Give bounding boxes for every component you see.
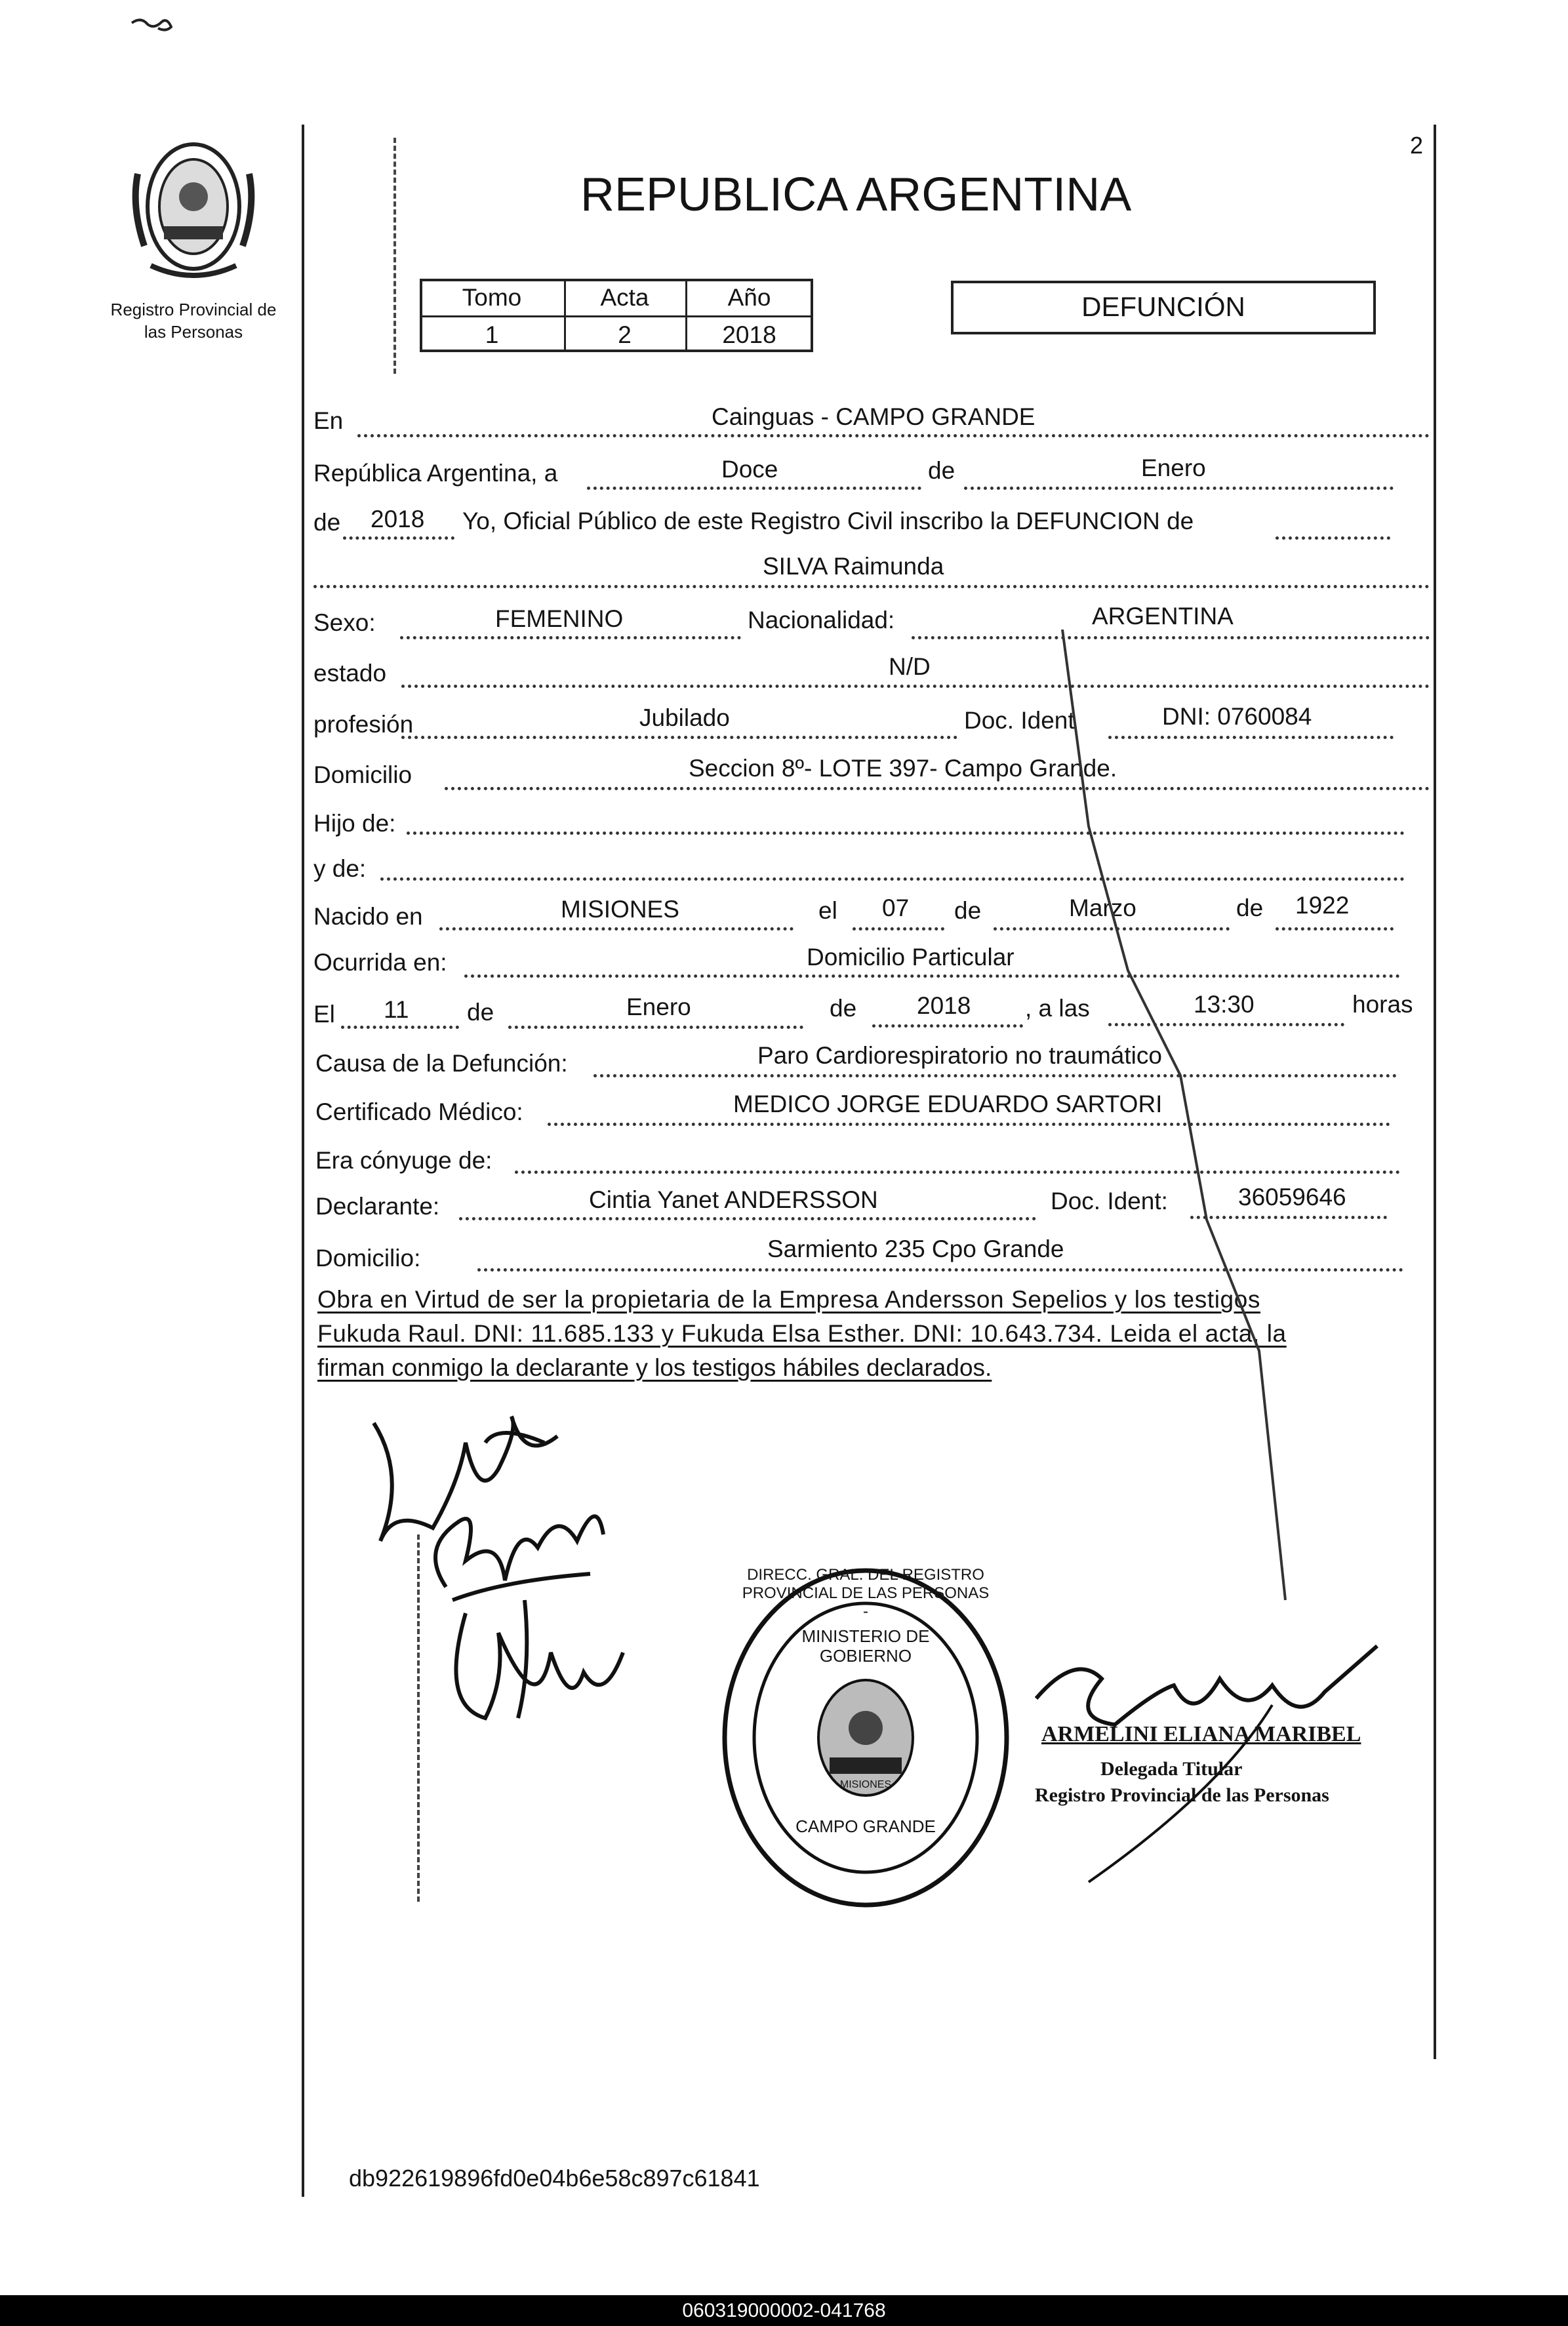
sexo-line: [400, 636, 741, 639]
page-number: 2: [1410, 132, 1424, 159]
domicilio2-label: Domicilio:: [315, 1245, 421, 1272]
death-de-label: de: [467, 999, 494, 1026]
horas-label: horas: [1352, 991, 1413, 1018]
causa-label: Causa de la Defunción:: [315, 1050, 568, 1077]
nacido-value: MISIONES: [561, 896, 679, 923]
death-month-line: [508, 1026, 803, 1029]
official-stamp: [715, 1561, 1016, 1915]
birth-month: Marzo: [1069, 894, 1136, 921]
table-header-tomo: Tomo: [462, 284, 522, 311]
left-margin-rule: [302, 125, 304, 2197]
death-time: 13:30: [1194, 991, 1255, 1018]
el-label: el: [818, 897, 837, 924]
table-value-acta: 2: [618, 321, 632, 348]
causa-value: Paro Cardiorespiratorio no traumático: [757, 1042, 1162, 1069]
certificado-label: Certificado Médico:: [315, 1098, 523, 1125]
death-year: 2018: [917, 992, 971, 1019]
declarante-label: Declarante:: [315, 1193, 440, 1220]
corner-mark-icon: [128, 10, 180, 43]
nacionalidad-value: ARGENTINA: [1092, 603, 1234, 630]
birth-day: 07: [882, 894, 910, 921]
republica-label: República Argentina, a: [313, 460, 558, 487]
page-title: REPUBLICA ARGENTINA: [580, 169, 1132, 221]
death-day: 11: [384, 996, 409, 1023]
witness-signature-2: [426, 1574, 649, 1744]
provincial-logo: [125, 134, 262, 279]
yde-label: y de:: [313, 855, 367, 882]
obra-line-1: Obra en Virtud de ser la propietaria de la Empresa Andersson Sepelios y los testigos: [317, 1286, 1260, 1313]
table-value-ano: 2018: [722, 321, 776, 348]
officer-name: ARMELINI ELIANA MARIBEL: [1041, 1722, 1361, 1746]
hijo-label: Hijo de:: [313, 810, 396, 837]
death-day-line: [341, 1026, 459, 1029]
stamp-emblem-text: MISIONES: [839, 1779, 892, 1790]
coat-of-arms-icon: [125, 134, 262, 279]
doc-ident-label: Doc. Ident: [964, 707, 1075, 734]
document-type: DEFUNCIÓN: [1081, 291, 1245, 322]
inscription-tail-line: [1276, 536, 1390, 540]
cancellation-stroke: [1049, 630, 1312, 1613]
profesion-line: [401, 736, 957, 739]
declarante-line: [459, 1217, 1036, 1220]
nacido-line: [439, 927, 794, 931]
stamp-inner-text: MINISTERIO DE GOBIERNO: [801, 1626, 930, 1666]
ocurrida-label: Ocurrida en:: [313, 949, 447, 976]
sexo-value: FEMENINO: [495, 605, 624, 632]
en-value: Cainguas - CAMPO GRANDE: [712, 403, 1035, 430]
stamp-bottom-text: CAMPO GRANDE: [795, 1816, 936, 1836]
domicilio-label: Domicilio: [313, 761, 412, 788]
en-line: [357, 434, 1430, 437]
table-header-ano: Año: [727, 284, 771, 311]
de-year-label: de: [313, 509, 341, 536]
document-hash: db922619896fd0e04b6e58c897c61841: [349, 2165, 760, 2192]
alas-label: , a las: [1025, 995, 1090, 1022]
birth-de-label: de: [954, 897, 982, 924]
declarante-doc-value: 36059646: [1238, 1184, 1346, 1211]
officer-office: Registro Provincial de las Personas: [1035, 1784, 1329, 1806]
en-label: En: [313, 407, 344, 434]
stamp-ring-text: DIRECC. GRAL. DEL REGISTRO PROVINCIAL DE LAS PERSONAS -: [742, 1566, 990, 1620]
ocurrida-value: Domicilio Particular: [807, 944, 1015, 971]
profesion-value: Jubilado: [639, 704, 730, 731]
table-value-tomo: 1: [485, 321, 499, 348]
profesion-label: profesión: [313, 711, 414, 738]
inner-guide-top: [393, 138, 396, 374]
nacido-label: Nacido en: [313, 903, 423, 930]
year-line: [343, 536, 454, 540]
el-cap-label: El: [313, 1001, 335, 1028]
death-month: Enero: [626, 993, 691, 1020]
death-de2-label: de: [830, 995, 857, 1022]
name-line: [313, 585, 1430, 588]
month-line: [964, 487, 1394, 490]
officer-title: Delegada Titular: [1100, 1758, 1243, 1780]
de-label: de: [928, 457, 955, 484]
month-value: Enero: [1141, 454, 1206, 481]
day-value: Doce: [721, 456, 778, 483]
table-divider-horizontal: [420, 315, 813, 317]
registry-name: Registro Provincial de las Personas: [110, 300, 277, 342]
conyuge-label: Era cónyuge de:: [315, 1147, 493, 1174]
domicilio-value: Seccion 8º- LOTE 397- Campo Grande.: [689, 755, 1117, 782]
obra-line-3: firman conmigo la declarante y los testigos hábiles declarados.: [317, 1354, 992, 1381]
nacionalidad-label: Nacionalidad:: [748, 607, 895, 633]
obra-line-2: Fukuda Raul. DNI: 11.685.133 y Fukuda Elsa Esther. DNI: 10.643.734. Leida el acta, la: [317, 1320, 1287, 1347]
birth-year: 1922: [1295, 892, 1350, 919]
table-header-acta: Acta: [600, 284, 649, 311]
inscription-text: Yo, Oficial Público de este Registro Civil inscribo la DEFUNCION de: [462, 508, 1194, 534]
logo-text: PROVINCIA DE MISIONES: [128, 282, 193, 288]
doc-ident-value: DNI: 0760084: [1162, 703, 1312, 730]
day-line: [587, 487, 921, 490]
right-margin-rule: [1434, 125, 1436, 2059]
death-year-line: [872, 1024, 1023, 1028]
domicilio2-value: Sarmiento 235 Cpo Grande: [767, 1235, 1064, 1262]
estado-label: estado: [313, 660, 387, 687]
deceased-name: SILVA Raimunda: [763, 553, 944, 580]
certificado-value: MEDICO JORGE EDUARDO SARTORI: [733, 1091, 1163, 1117]
footer-code: 060319000002-041768: [682, 2300, 886, 2321]
birth-day-line: [853, 927, 944, 931]
declarante-doc-label: Doc. Ident:: [1051, 1188, 1168, 1214]
estado-value: N/D: [889, 653, 931, 680]
birth-de2-label: de: [1236, 894, 1264, 921]
declarante-value: Cintia Yanet ANDERSSON: [589, 1186, 878, 1213]
sexo-label: Sexo:: [313, 609, 376, 636]
year-value: 2018: [371, 506, 425, 532]
